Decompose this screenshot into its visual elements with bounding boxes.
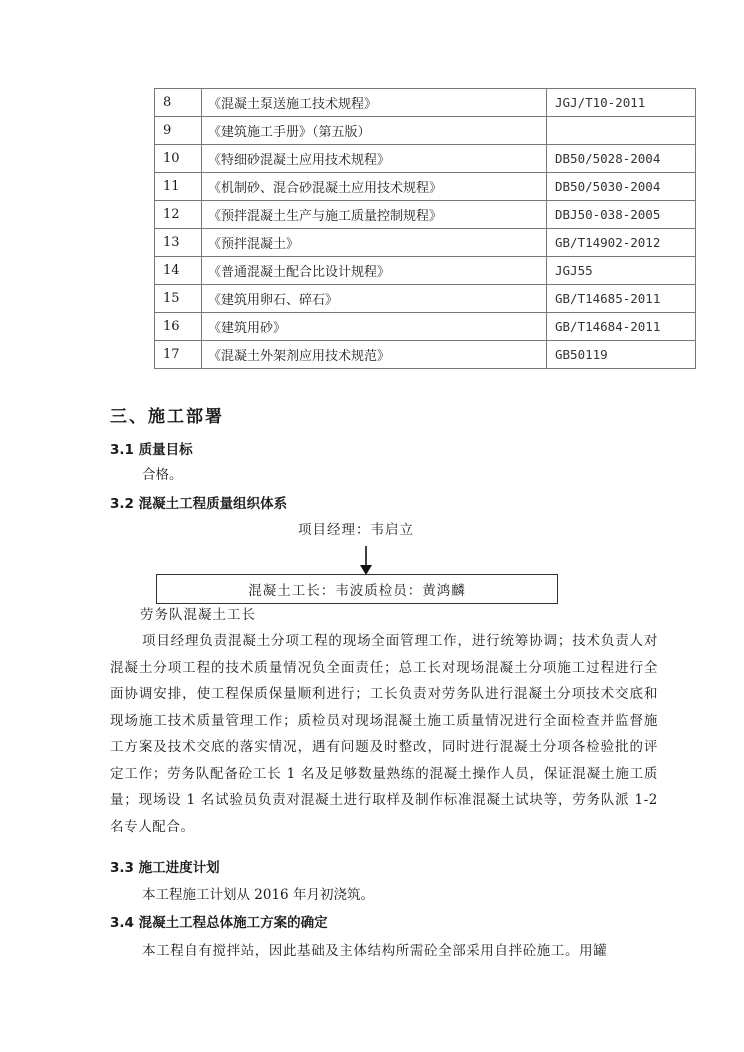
row-number: 14 xyxy=(155,257,202,285)
row-number: 13 xyxy=(155,229,202,257)
standard-code: DBJ50-038-2005 xyxy=(547,201,696,229)
quality-target-text: 合格。 xyxy=(142,467,183,483)
row-number: 15 xyxy=(155,285,202,313)
standard-title: 《预拌混凝土》 xyxy=(202,229,547,257)
row-number: 16 xyxy=(155,313,202,341)
subsection-heading-3-1: 3.1 质量目标 xyxy=(110,442,193,458)
section-heading: 三、施工部署 xyxy=(110,407,224,427)
org-foreman-text: 混凝土工长：韦波质检员：黄鸿麟 xyxy=(248,583,466,599)
row-number: 12 xyxy=(155,201,202,229)
standard-title: 《建筑施工手册》（第五版） xyxy=(202,117,547,145)
standard-title: 《混凝土外架剂应用技术规范》 xyxy=(202,341,547,369)
standard-code: JGJ/T10-2011 xyxy=(547,89,696,117)
standard-title: 《特细砂混凝土应用技术规程》 xyxy=(202,145,547,173)
standard-title: 《机制砂、混合砂混凝土应用技术规程》 xyxy=(202,173,547,201)
standard-title: 《预拌混凝土生产与施工质量控制规程》 xyxy=(202,201,547,229)
row-number: 8 xyxy=(155,89,202,117)
subsection-heading-3-2: 3.2 混凝土工程质量组织体系 xyxy=(110,496,288,512)
standard-title: 《建筑用砂》 xyxy=(202,313,547,341)
standard-code: JGJ55 xyxy=(547,257,696,285)
standard-code: DB50/5030-2004 xyxy=(547,173,696,201)
standard-title: 《混凝土泵送施工技术规程》 xyxy=(202,89,547,117)
table-row xyxy=(155,173,696,201)
row-number: 10 xyxy=(155,145,202,173)
references-table xyxy=(154,88,696,369)
standard-code: GB50119 xyxy=(547,341,696,369)
table-row xyxy=(155,201,696,229)
subsection-heading-3-4: 3.4 混凝土工程总体施工方案的确定 xyxy=(110,915,328,931)
table-row xyxy=(155,117,696,145)
org-foreman-box xyxy=(156,574,558,604)
schedule-text: 本工程施工计划从 2016 年月初浇筑。 xyxy=(142,887,374,903)
table-row xyxy=(155,145,696,173)
org-description-paragraph: 项目经理负责混凝土分项工程的现场全面管理工作，进行统筹协调；技术负责人对混凝土分项工程的技术质量情况负全面责任；总工长对现场混凝土分项施工过程进行全面协调安排，使工程保质保量顺利进行；工长负责对劳务队进行混凝土分项技术交底和现场施工技术质量管理工作；质检员对现场混凝土施工质量情况进行全面检查并监督施工方案及技术交底的落实情况，遇有问题及时整改，同时进行混凝土分项各检验批的评定工作；劳务队配备砼工长 1 名及足够数量熟练的混凝土操作人员，保证混凝土施工质量；现场设 1 名试验员负责对混凝土进行取样及制作标准混凝土试块等，劳务队派 1-2 名专人配合。 xyxy=(110,633,658,835)
row-number: 9 xyxy=(155,117,202,145)
standard-code: GB/T14685-2011 xyxy=(547,285,696,313)
table-row xyxy=(155,229,696,257)
org-project-manager: 项目经理：韦启立 xyxy=(298,522,414,538)
subsection-heading-3-3: 3.3 施工进度计划 xyxy=(110,860,220,876)
table-row xyxy=(155,313,696,341)
standard-code: GB/T14902-2012 xyxy=(547,229,696,257)
plan-text: 本工程自有搅拌站，因此基础及主体结构所需砼全部采用自拌砼施工。用罐 xyxy=(142,943,608,959)
standard-code: GB/T14684-2011 xyxy=(547,313,696,341)
table-row xyxy=(155,341,696,369)
standard-title: 《建筑用卵石、碎石》 xyxy=(202,285,547,313)
standard-code: DB50/5028-2004 xyxy=(547,145,696,173)
arrow-down-icon xyxy=(360,546,372,575)
table-row xyxy=(155,257,696,285)
standard-title: 《普通混凝土配合比设计规程》 xyxy=(202,257,547,285)
row-number: 11 xyxy=(155,173,202,201)
org-labor-foreman: 劳务队混凝土工长 xyxy=(140,607,256,623)
table-row xyxy=(155,89,696,117)
table-row xyxy=(155,285,696,313)
row-number: 17 xyxy=(155,341,202,369)
standard-code xyxy=(547,117,696,145)
